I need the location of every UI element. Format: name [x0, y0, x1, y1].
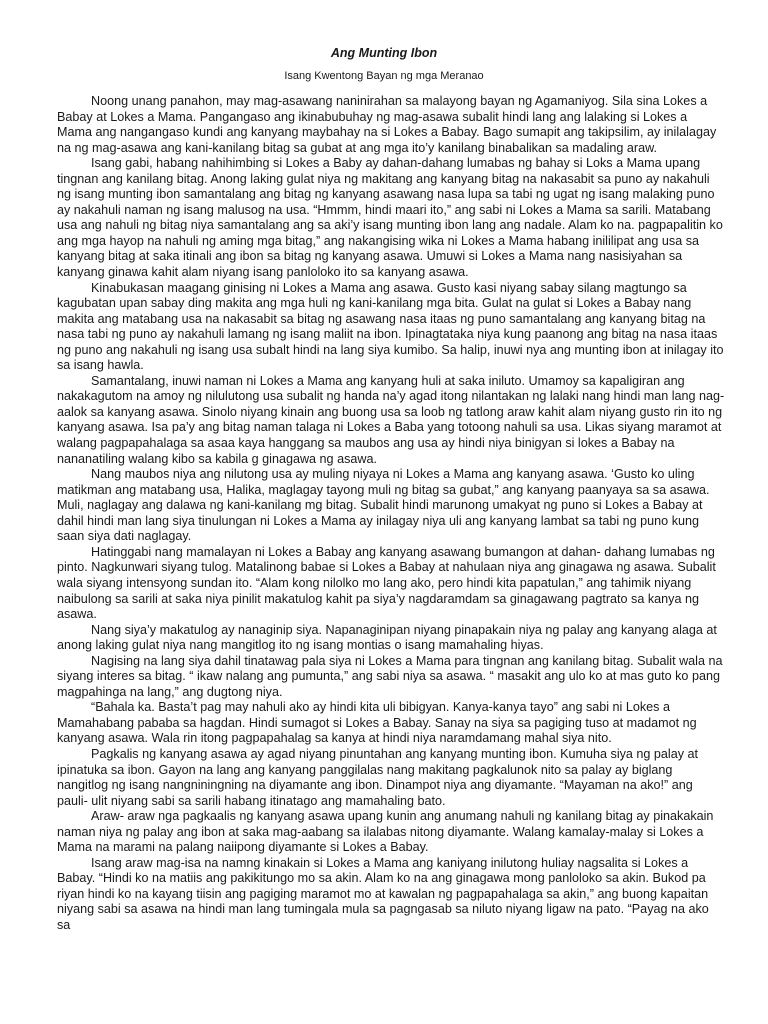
- paragraph: Hatinggabi nang mamalayan ni Lokes a Babay ang kanyang asawang bumangon at dahan- dahang lumabas ng pinto. Nagkunwari siyang tulog. Matalinong babae si Lokes a Babay at nahulaan niya ang ginagawa ng asawa. Subalit wala siyang intensyong sundan ito. “Alam kong nilolko mo lang ako, pero hindi kita papatulan,” ang tahimik niyang naibulong sa sarili at saka niya pinilit makatulog kahit pa siya’y nagdaramdam sa ginagawang pagtrato sa kanya ng asawa.: [57, 544, 716, 622]
- document-subtitle: Isang Kwentong Bayan ng mga Meranao: [284, 70, 484, 82]
- paragraph: Araw- araw nga pagkaalis ng kanyang asawa upang kunin ang anumang nahuli ng kanilang bitag ay pinakakain naman niya ng palay ang ibon at saka mag-aabang sa ilalabas nitong diyamante. Walang kamalay-malay si Lokes a Mama na marami na palang naiipong diyamante si Lokes a Babay.: [57, 809, 714, 855]
- document-title: Ang Munting Ibon: [330, 46, 438, 60]
- paragraph: Isang araw mag-isa na namng kinakain si Lokes a Mama ang kaniyang inilutong huliay nagsalita si Lokes a Babay. “Hindi ko na matiis ang pakikitungo mo sa akin. Alam ko na ang ginagawa mong panloloko sa akin. Bukod pa riyan hindi ko na kayang tiisin ang pagiging maramot mo at kawalan ng pagpapahalaga sa akin,” ang buong kapaitan niyang sabi sa asawa na hindi man lang tumingala mula sa pagngasab sa niluto niyang ligaw na pato. “Payag na ako sa: [57, 855, 709, 932]
- paragraph: “Bahala ka. Basta’t pag may nahuli ako ay hindi kita uli bibigyan. Kanya-kanya tayo” ang sabi ni Lokes a Mamahabang pababa sa hagdan. Hindi sumagot si Lokes a Babay. Sanay na siya sa pagiging tuso at madamot ng kanyang asawa. Wala rin itong pagpapahalag sa kanya at hindi niya naramdamang mahal siya nito.: [57, 700, 697, 746]
- document-header: [0, 44, 768, 84]
- paragraph: Isang gabi, habang nahihimbing si Lokes a Baby ay dahan-dahang lumabas ng bahay si Loks a Mama upang tingnan ang kanilang bitag. Anong laking gulat niya ng makitang ang kanyang bitag na nakasabit sa puno ay nakahuli ng isang munting ibon samantalang ang bitag ng kanyang asawang nasa lupa sa tabi ng ugat ng isang malaking puno ay nakahuli naman ng isang malusog na usa. “Hmmm, hindi maari ito,” ang sabi ni Lokes a Mama sa sarili. Matabang usa ang nahuli ng bitag niya samantalang ang sa aki’y isang munting ibon lang ang nadale. Alam ko na. pagpapalitin ko ang mga hayop na nahuli ng aming mga bitag,” ang nakangising wika ni Lokes a Mama habang inililipat ang usa sa kanyang bitag at saka itinali ang ibon sa bitag ng kanyang asawa. Umuwi si Lokes a Mama nang nasisiyahan sa kanyang ginawa kahit alam niyang isang panloloko ito sa kanyang asawa.: [57, 156, 723, 280]
- paragraph: Kinabukasan maagang ginising ni Lokes a Mama ang asawa. Gusto kasi niyang sabay silang magtungo sa kagubatan upan sabay ding makita ang mga huli ng kani-kanilang mga bita. Gulat na gulat si Lokes a Babay nang makita ang matabang usa na nakasabit sa bitag ng asawang nasa itaas ng puno samantalang ang kanyang bitag na nasa tabi ng puno ay nakahuli lamang ng isang maliit na ibon. Ipinagtataka niya kung paanong ang bitag na nasa itaas ng puno ang nakahuli ng isang usa subalt hindi na lang siya kumibo. Sa halip, inuwi nya ang munting ibon at inilagay ito sa isang hawla.: [57, 280, 724, 373]
- paragraph: Nagising na lang siya dahil tinatawag pala siya ni Lokes a Mama para tingnan ang kanilang bitag. Subalit wala na siyang interes sa bitag. “ ikaw nalang ang pumunta,” ang sabi niya sa asawa. “ masakit ang ulo ko at mas guto ko pang magpahinga na lang,” ang dugtong niya.: [57, 653, 723, 699]
- paragraph: Nang maubos niya ang nilutong usa ay muling niyaya ni Lokes a Mama ang kanyang asawa. ‘Gusto ko uling matikman ang matabang usa, Halika, maglagay tayong muli ng bitag sa gubat,” ang kanyang paanyaya sa sa asawa. Muli, naglagay ang dalawa ng kani-kanilang mg bitag. Subalit hindi marunong umakyat ng puno si Lokes a Babay at dahil hindi man lang siya tinulungan ni Lokes a Mama ay inilagay niya uli ang kanyang lambat sa tabi ng puno kung saan siya dati naglagay.: [57, 467, 710, 544]
- paragraph: Nang siya’y makatulog ay nanaginip siya. Napanaginipan niyang pinapakain niya ng palay ang kanyang alaga at anong laking gulat niya nang mangitlog ito ng isang montias o isang mamahaling hiyas.: [57, 622, 717, 653]
- paragraph: Samantalang, inuwi naman ni Lokes a Mama ang kanyang huli at saka iniluto. Umamoy sa kapaligiran ang nakakagutom na amoy ng nilulutong usa subalit ng handa na’y agad itong nilantakan ng lalaki nang hindi man lang nag-aalok sa kanyang asawa. Sinolo niyang kinain ang buong usa sa loob ng tatlong araw kahit alam niyang gusto rin ito ng kanyang asawa. Isa pa’y ang bitag naman talaga ni Lokes a Baba yang totoong nahuli sa usa. Likas siyang maramot at walang pagpapahalaga sa asaa kaya hanggang sa maubos ang usa ay hindi niya binigyan si lokes a Babay na nananatiling walang kibo sa kabila g ginagawa ng asawa.: [57, 373, 725, 466]
- paragraph: Noong unang panahon, may mag-asawang naninirahan sa malayong bayan ng Agamaniyog. Sila sina Lokes a Babay at Lokes a Mama. Pangangaso ang ikinabubuhay ng mag-asawa subalit hindi lang ang lalaking si Lokes a Mama ang nangangaso kundi ang kanyang maybahay na si Lokes a Babay. Bago sumapit ang takipsilim, ay inilalagay na ng mag-asawa ang kani-kanilang bitag sa gubat at ang mga ito’y kanilang binabalikan sa madaling araw.: [57, 94, 717, 155]
- paragraph: Pagkalis ng kanyang asawa ay agad niyang pinuntahan ang kanyang munting ibon. Kumuha siya ng palay at ipinatuka sa ibon. Gayon na lang ang kanyang panggilalas nang makitang pagkalunok nito sa palay ay biglang nangitlog ng isang nangniningning na diyamante ang ibon. Dinampot niya ang diyamante. “Mayaman na ako!” ang pauli- ulit niyang sabi sa sarili habang itinatago ang mamahaling bato.: [57, 746, 699, 808]
- story-body: [57, 94, 725, 934]
